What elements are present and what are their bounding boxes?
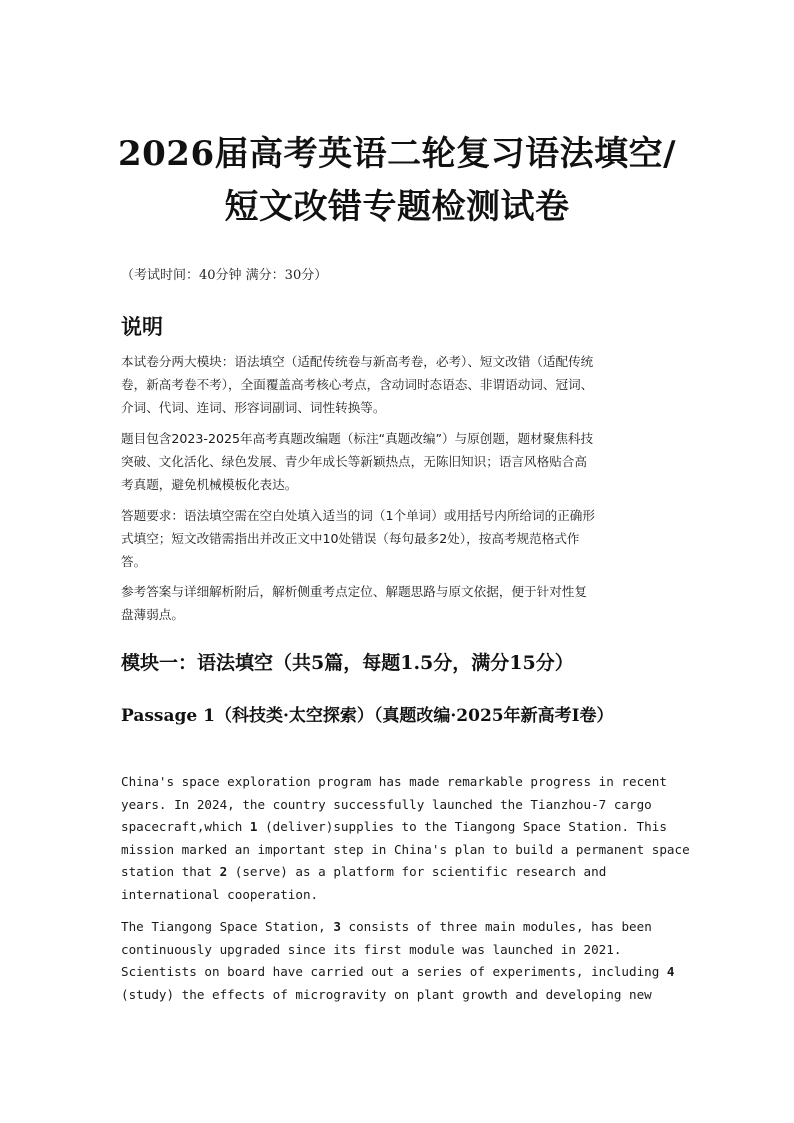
- notes-paragraph-2: [121, 427, 681, 496]
- notes-line: 式填空；短文改错需指出并改正文中10处错误（每句最多2处），按高考规范格式作: [121, 531, 580, 546]
- passage-line: [121, 861, 681, 884]
- notes-line: 介词、代词、连词、形容词副词、词性转换等。: [121, 400, 386, 415]
- passage-line: international cooperation.: [121, 886, 319, 902]
- passage-line: China's space exploration program has made remarkable progress in recent: [121, 774, 667, 789]
- notes-paragraph-3: [121, 504, 681, 573]
- passage1-heading: Passage 1（科技类·太空探索）（真题改编·2025年新高考Ⅰ卷）: [121, 706, 614, 726]
- notes-paragraph-4: [121, 580, 681, 626]
- passage-text: The Tiangong Space Station,: [121, 919, 334, 934]
- exam-info: （考试时间：40分钟 满分：30分）: [121, 268, 328, 283]
- notes-line: 盘薄弱点。: [121, 607, 184, 622]
- notes-line: 突破、文化活化、绿色发展、青少年成长等新颖热点，无陈旧知识；语言风格贴合高: [121, 454, 587, 469]
- passage-line: mission marked an important step in China's plan to build a permanent space: [121, 841, 690, 857]
- document-title-line1: 2026届高考英语二轮复习语法填空/: [117, 134, 677, 174]
- notes-line: 考真题，避免机械模板化表达。: [121, 477, 298, 492]
- passage-text: Scientists on board have carried out a series of experiments, including: [121, 964, 667, 980]
- notes-line: 答。: [121, 554, 147, 569]
- notes-line: 参考答案与详细解析附后，解析侧重考点定位、解题思路与原文依据，便于针对性复: [121, 584, 587, 599]
- notes-paragraph-1: [121, 350, 681, 419]
- notes-line: 卷，新高考卷不考），全面覆盖高考核心考点，含动词时态语态、非谓语动词、冠词、: [121, 377, 594, 392]
- blank-number-2: 2: [219, 864, 228, 880]
- blank-number-3: 3: [333, 919, 341, 934]
- passage-text: station that: [121, 864, 220, 880]
- document-title-line2: 短文改错专题检测试卷: [224, 187, 570, 227]
- notes-heading: 说明: [121, 314, 163, 339]
- notes-line: 题目包含2023-2025年高考真题改编题（标注“真题改编”）与原创题，题材聚焦科技: [121, 431, 594, 446]
- blank-number-4: 4: [666, 964, 675, 980]
- passage-line: years. In 2024, the country successfully launched the Tianzhou-7 cargo: [121, 796, 652, 812]
- passage1-paragraph-2: [121, 916, 681, 1006]
- passage-text: (deliver)supplies to the Tiangong Space Station. This: [257, 819, 667, 835]
- passage-line: continuously upgraded since its first module was launched in 2021.: [121, 941, 622, 957]
- module1-heading: 模块一：语法填空（共5篇，每题1.5分，满分15分）: [121, 652, 574, 674]
- passage1-paragraph-1: [121, 771, 690, 907]
- passage-line: [121, 816, 681, 839]
- passage-text: consists of three main modules, has been: [340, 919, 652, 934]
- passage-line: (study) the effects of microgravity on plant growth and developing new: [121, 986, 652, 1002]
- blank-number-1: 1: [249, 819, 258, 835]
- passage-text: spacecraft,which: [121, 819, 250, 835]
- passage-line: [121, 961, 681, 984]
- notes-line: 本试卷分两大模块：语法填空（适配传统卷与新高考卷，必考）、短文改错（适配传统: [121, 354, 594, 369]
- passage-line: [121, 916, 681, 939]
- notes-line: 答题要求：语法填空需在空白处填入适当的词（1个单词）或用括号内所给词的正确形: [121, 508, 595, 523]
- passage-text: (serve) as a platform for scientific research and: [227, 864, 607, 880]
